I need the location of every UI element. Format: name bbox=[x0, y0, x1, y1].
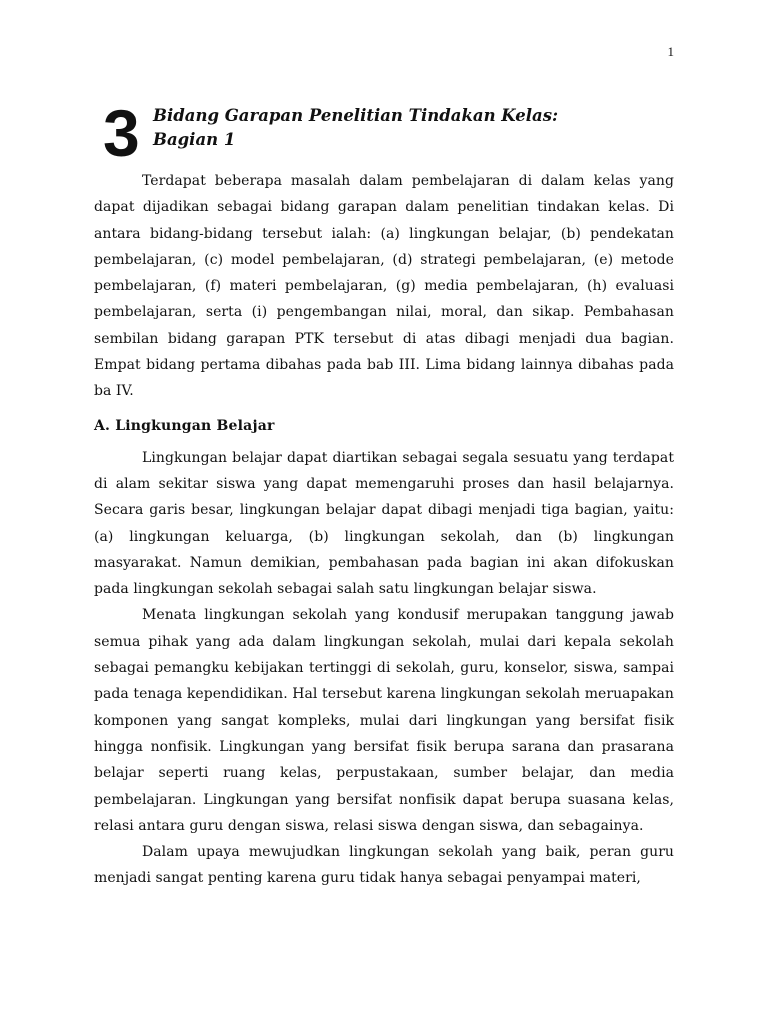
page-number: 1 bbox=[667, 44, 674, 59]
chapter-title-line-2: Bagian 1 bbox=[153, 130, 236, 149]
body-content bbox=[94, 168, 674, 892]
section-a-paragraph-2: Menata lingkungan sekolah yang kondusif merupakan tanggung jawab semua pihak yang ada dalam lingkungan sekolah, mulai dari kepala sekolah sebagai pemangku kebijakan tertinggi di sekolah, guru, konselor, siswa, sampai pada tenaga kependidikan. Hal tersebut karena lingkungan sekolah meruapakan komponen yang sangat kompleks, mulai dari lingkungan yang bersifat fisik hingga nonfisik. Lingkungan yang bersifat fisik berupa sarana dan prasarana belajar seperti ruang kelas, perpustakaan, sumber belajar, dan media pembelajaran. Lingkungan yang bersifat nonfisik dapat berupa suasana kelas, relasi antara guru dengan siswa, relasi siswa dengan siswa, dan sebagainya. bbox=[94, 607, 674, 834]
section-a-paragraph-1: Lingkungan belajar dapat diartikan sebagai segala sesuatu yang terdapat di alam sekitar siswa yang dapat memengaruhi proses dan hasil belajarnya. Secara garis besar, lingkungan belajar dapat dibagi menjadi tiga bagian, yaitu: (a) lingkungan keluarga, (b) lingkungan sekolah, dan (b) lingkungan masyarakat. Namun demikian, pembahasan pada bagian ini akan difokuskan pada lingkungan sekolah sebagai salah satu lingkungan belajar siswa. bbox=[94, 449, 674, 598]
chapter-number: 3 bbox=[103, 96, 140, 170]
section-a-paragraph-3: Dalam upaya mewujudkan lingkungan sekolah yang baik, peran guru menjadi sangat penting karena guru tidak hanya sebagai penyampai materi, bbox=[94, 844, 674, 887]
chapter-title bbox=[153, 104, 633, 152]
section-heading: A. Lingkungan Belajar bbox=[94, 417, 275, 434]
chapter-title-line-1: Bidang Garapan Penelitian Tindakan Kelas: bbox=[153, 106, 559, 125]
intro-paragraph: Terdapat beberapa masalah dalam pembelajaran di dalam kelas yang dapat dijadikan sebagai bidang garapan dalam penelitian tindakan kelas. Di antara bidang-bidang tersebut ialah: (a) lingkungan belajar, (b) pendekatan pembelajaran, (c) model pembelajaran, (d) strategi pembelajaran, (e) metode pembelajaran, (f) materi pembelajaran, (g) media pembelajaran, (h) evaluasi pembelajaran, serta (i) pengembangan nilai, moral, dan sikap. Pembahasan sembilan bidang garapan PTK tersebut di atas dibagi menjadi dua bagian. Empat bidang pertama dibahas pada bab III. Lima bidang lainnya dibahas pada ba IV. bbox=[94, 173, 674, 400]
